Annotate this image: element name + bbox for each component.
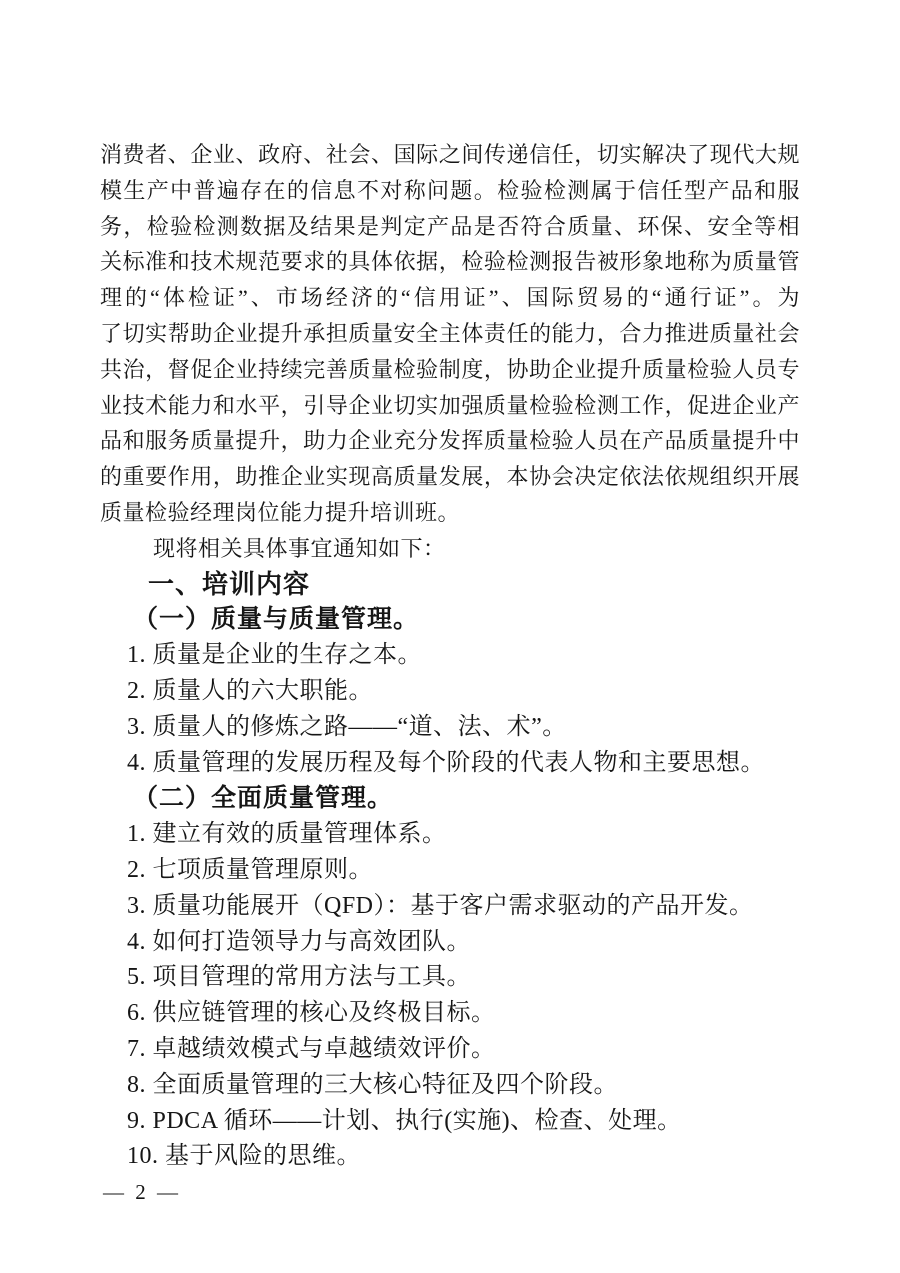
list-item: 1. 建立有效的质量管理体系。 (127, 821, 447, 848)
list-item: 1. 质量是企业的生存之本。 (127, 642, 422, 669)
intro-line: 务，检验检测数据及结果是判定产品是否符合质量、环保、安全等相 (100, 213, 800, 239)
intro-line: 业技术能力和水平，引导企业切实加强质量检验检测工作，促进企业产 (100, 392, 800, 418)
list-item: 10. 基于风险的思维。 (127, 1143, 361, 1170)
list-item: 2. 七项质量管理原则。 (127, 856, 373, 883)
list-item: 8. 全面质量管理的三大核心特征及四个阶段。 (127, 1071, 618, 1098)
intro-line: 品和服务质量提升，助力企业充分发挥质量检验人员在产品质量提升中 (100, 428, 800, 454)
document-body (100, 137, 800, 1175)
notice-line: 现将相关具体事宜通知如下： (153, 535, 446, 561)
intro-line: 质量检验经理岗位能力提升培训班。 (100, 499, 461, 525)
list-item: 6. 供应链管理的核心及终极目标。 (127, 1000, 496, 1027)
intro-line: 关标准和技术规范要求的具体依据，检验检测报告被形象地称为质量管 (100, 249, 800, 275)
list-item: 9. PDCA 循环——计划、执行(实施)、检查、处理。 (127, 1107, 682, 1134)
list-item: 3. 质量功能展开（QFD）：基于客户需求驱动的产品开发。 (127, 892, 754, 919)
list-item: 3. 质量人的修炼之路——“道、法、术”。 (127, 713, 567, 740)
list-item: 4. 如何打造领导力与高效团队。 (127, 928, 471, 955)
list-item: 4. 质量管理的发展历程及每个阶段的代表人物和主要思想。 (127, 749, 765, 776)
subsection-heading: （二）全面质量管理。 (133, 785, 394, 813)
list-item: 7. 卓越绩效模式与卓越绩效评价。 (127, 1035, 496, 1062)
list-item: 5. 项目管理的常用方法与工具。 (127, 964, 471, 991)
section-heading: 一、培训内容 (148, 568, 311, 599)
list-item: 2. 质量人的六大职能。 (127, 677, 373, 704)
intro-line: 消费者、企业、政府、社会、国际之间传递信任，切实解决了现代大规 (100, 142, 800, 167)
intro-line: 模生产中普遍存在的信息不对称问题。检验检测属于信任型产品和服 (100, 177, 800, 203)
intro-line: 理的“体检证”、市场经济的“信用证”、国际贸易的“通行证”。为 (100, 285, 800, 311)
intro-line: 了切实帮助企业提升承担质量安全主体责任的能力，合力推进质量社会 (100, 320, 800, 346)
subsection-heading: （一）质量与质量管理。 (133, 606, 420, 634)
intro-line: 的重要作用，助推企业实现高质量发展，本协会决定依法依规组织开展 (100, 464, 800, 490)
intro-line: 共治，督促企业持续完善质量检验制度，协助企业提升质量检验人员专 (100, 356, 800, 382)
page-number: — 2 — (103, 1180, 181, 1204)
